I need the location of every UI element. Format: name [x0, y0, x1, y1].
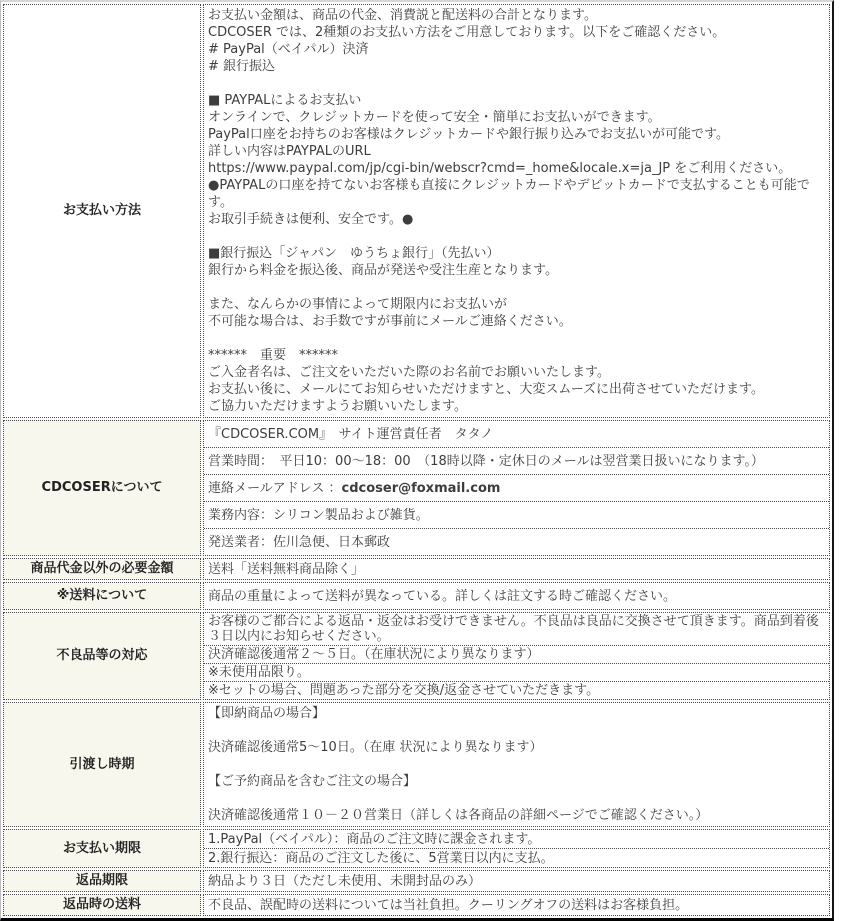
row-shipping-note: [3, 582, 830, 610]
text-line: ■銀行振込「ジャパン ゆうちょ銀行」（先払い）: [208, 246, 500, 261]
text-line: # PayPal（ベイパル）決済: [208, 42, 369, 57]
important-notice-heading: ****** 重要 ******: [208, 348, 339, 363]
defective-timing-row: 決済確認後通常２～５日。（在庫状況により異なります）: [204, 646, 829, 664]
business-description-row: 業務内容：シリコン製品および雑貨。: [204, 502, 829, 529]
unused-only-row: ※未使用品限り。: [204, 664, 829, 682]
text-line: PayPal口座をお持ちのお客様はクレジットカードや銀行振り込みでお支払いが可能です。: [208, 127, 729, 142]
contact-email-address: cdcoser@foxmail.com: [341, 481, 501, 496]
about-cdcoser-label: CDCOSERについて: [3, 420, 201, 556]
text-line: 詳しい内容はPAYPALのURL: [208, 144, 371, 159]
payment-method-content: [203, 4, 830, 418]
row-extra-fees: [3, 558, 830, 580]
extra-fees-content: 送料「送料無料商品除く」: [203, 558, 830, 580]
blank-line: [208, 75, 825, 92]
return-shipping-content: 不良品、誤配時の送料については当社負担。クーリングオフの送料はお客様負担。: [203, 894, 830, 916]
text-line: 銀行から料金を振込後、商品が発送や受注生産となります。: [208, 263, 558, 278]
delivery-time-content: [203, 702, 830, 827]
return-shipping-label: 返品時の送料: [3, 894, 201, 916]
text-line: ご協力いただけますようお願いいたします。: [208, 399, 467, 414]
contact-email-row: [204, 475, 829, 502]
return-deadline-label: 返品期限: [3, 870, 201, 892]
text-line: お支払い後に、メールにてお知らせいただけますと、大変スムーズに出荷させていただけます。: [208, 382, 765, 397]
in-stock-delivery-line: 決済確認後通常5～10日。（在庫 状況により異なります）: [208, 740, 543, 755]
row-about-cdcoser: [3, 420, 830, 556]
shipping-note-content: 商品の重量によって送料が異なっている。詳しくは註文する時ご確認ください。: [203, 582, 830, 610]
preorder-delivery-line: 決済確認後通常１０－２０営業日（詳しくは各商品の詳細ページでご確認ください。）: [208, 808, 709, 823]
site-operator-row: 『CDCOSER.COM』 サイト運営責任者 タタノ: [204, 421, 829, 448]
contact-email-label: 連絡メールアドレス ：: [208, 481, 342, 496]
shipping-note-label: ※送料について: [3, 582, 201, 610]
text-line: オンラインで、クレジットカードを使って安全・簡単にお支払いができます。: [208, 110, 661, 125]
bank-transfer-deadline-row: 2.銀行振込：商品のご注文した後に、5営業日以内に支払。: [208, 851, 554, 866]
about-cdcoser-content: [203, 420, 830, 556]
text-line: また、なんらかの事情によって期限内にお支払いが: [208, 297, 508, 312]
payment-deadline-label: お支払い期限: [3, 829, 201, 868]
payment-deadline-content: [203, 829, 830, 868]
text-line: お取引手続きは便利、安全です。●: [208, 212, 414, 227]
blank-line: [208, 722, 825, 739]
defective-policy-row: お客様のご都合による返品・返金はお受けできません。不良品は良品に交換させて頂きます。商品到着後３日以内にお知らせください。: [204, 613, 829, 646]
text-line: ●PAYPALの口座を持てないお客様も直接にクレジットカードやデビットカードで支払することも可能です。: [208, 178, 810, 210]
blank-line: [208, 330, 825, 347]
row-return-deadline: [3, 870, 830, 892]
blank-line: [208, 279, 825, 296]
extra-fees-label: 商品代金以外の必要金額: [3, 558, 201, 580]
text-line: # 銀行振込: [208, 59, 276, 74]
text-line: ■ PAYPALによるお支払い: [208, 93, 362, 108]
in-stock-case-heading: 【即納商品の場合】: [208, 706, 326, 721]
paypal-deadline-row: 1.PayPal（ベイパル）：商品のご注文時に課金されます。: [204, 830, 829, 849]
blank-line: [208, 228, 825, 245]
row-return-shipping: [3, 894, 830, 916]
business-hours-row: 営業時間： 平日10：00～18：00 （18時以降・定休日のメールは翌営業日扱いになります。）: [204, 448, 829, 475]
defective-handling-label: 不良品等の対応: [3, 612, 201, 700]
payment-method-label: お支払い方法: [3, 4, 201, 418]
text-line: 不可能な場合は、お手数ですが事前にメールご連絡ください。: [208, 314, 572, 329]
paypal-url-line: https://www.paypal.com/jp/cgi-bin/webscr?cmd=_home&locale.x=ja_JP をご利用ください。: [208, 161, 792, 176]
text-line: お支払い金額は、商品の代金、消費説と配送料の合計となります。: [208, 8, 597, 23]
row-defective-handling: [3, 612, 830, 700]
row-payment-method: [3, 4, 830, 418]
blank-line: [208, 790, 825, 807]
row-payment-deadline: [3, 829, 830, 868]
blank-line: [208, 756, 825, 773]
text-line: CDCOSER では、2種類のお支払い方法をご用意しております。以下をご確認ください。: [208, 25, 726, 40]
row-delivery-time: [3, 702, 830, 827]
delivery-time-label: 引渡し時期: [3, 702, 201, 827]
text-line: ご入金者名は、ご注文をいただいた際のお名前でお願いいたします。: [208, 365, 610, 380]
defective-handling-content: [203, 612, 830, 700]
shipping-carrier-row: 発送業者：佐川急便、日本郵政: [208, 535, 391, 550]
preorder-case-heading: 【ご予約商品を含むご注文の場合】: [208, 774, 417, 789]
return-deadline-content: 納品より３日（ただし未使用、未開封品のみ）: [203, 870, 830, 892]
set-exchange-row: ※セットの場合、問題あった部分を交換/返金させていただきます。: [208, 683, 600, 698]
